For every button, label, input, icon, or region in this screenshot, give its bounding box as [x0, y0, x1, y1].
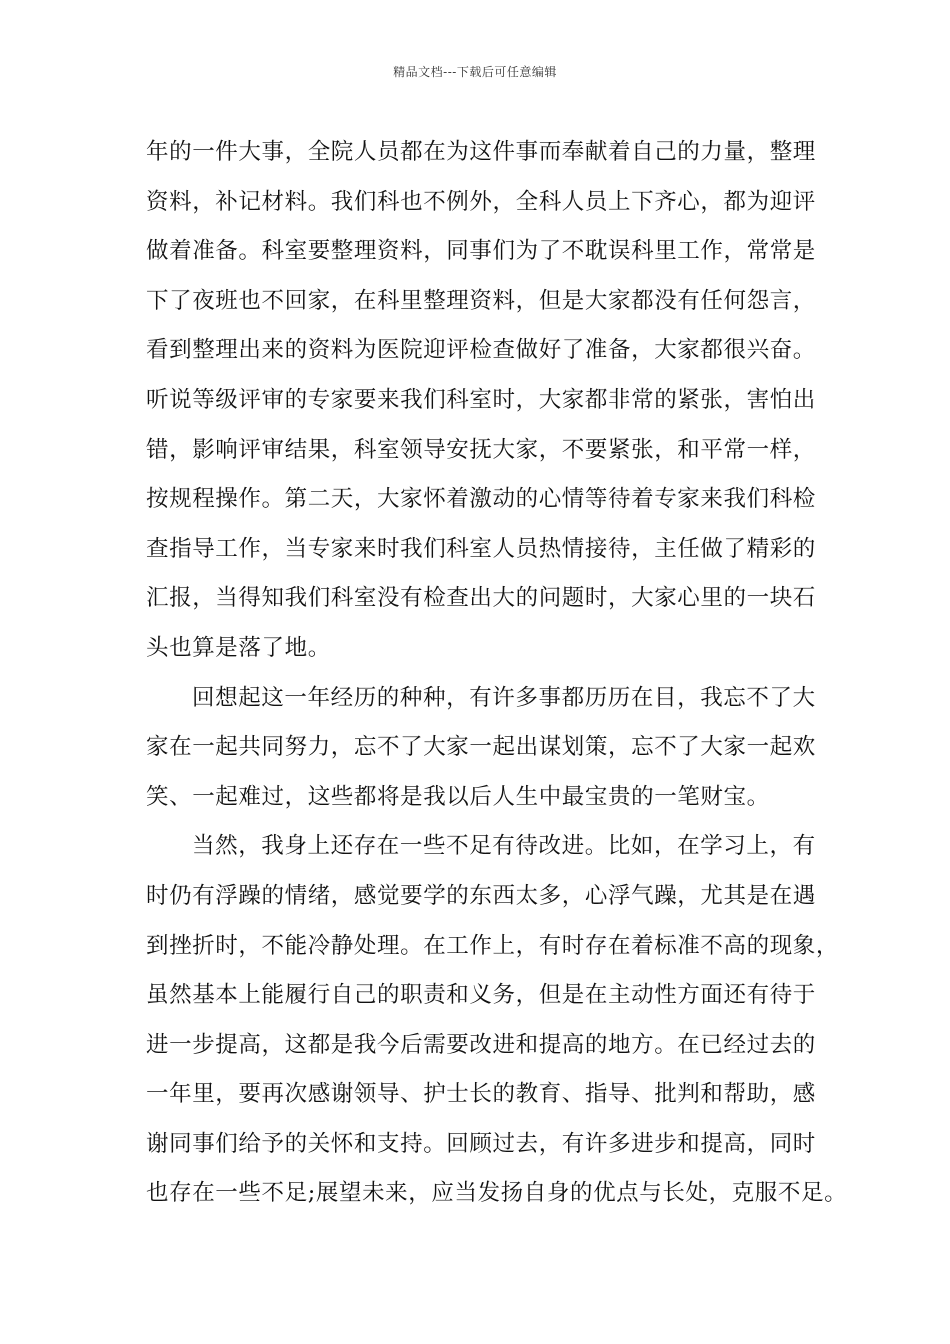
text-line: 一年里，要再次感谢领导、护士长的教育、指导、批判和帮助，感	[146, 1081, 816, 1108]
text-line: 到挫折时，不能冷静处理。在工作上，有时存在着标准不高的现象，	[146, 932, 840, 959]
page-header: 精品文档---下载后可任意编辑	[393, 65, 557, 79]
text-line: 虽然基本上能履行自己的职责和义务，但是在主动性方面还有待于	[146, 982, 816, 1009]
text-line: 做着准备。科室要整理资料，同事们为了不耽误科里工作，常常是	[146, 238, 816, 265]
text-line: 听说等级评审的专家要来我们科室时，大家都非常的紧张，害怕出	[146, 386, 816, 413]
text-line: 谢同事们给予的关怀和支持。回顾过去，有许多进步和提高，同时	[146, 1130, 816, 1157]
text-line: 家在一起共同努力，忘不了大家一起出谋划策，忘不了大家一起欢	[146, 734, 816, 761]
paragraph-start-line: 回想起这一年经历的种种，有许多事都历历在目，我忘不了大	[192, 684, 816, 711]
text-line: 进一步提高，这都是我今后需要改进和提高的地方。在已经过去的	[146, 1031, 816, 1058]
text-line: 查指导工作，当专家来时我们科室人员热情接待，主任做了精彩的	[146, 535, 816, 562]
text-line: 汇报，当得知我们科室没有检查出大的问题时，大家心里的一块石	[146, 585, 816, 612]
text-line: 下了夜班也不回家，在科里整理资料，但是大家都没有任何怨言，	[146, 287, 816, 314]
text-line: 也存在一些不足;展望未来，应当发扬自身的优点与长处，克服不足。	[146, 1180, 848, 1207]
text-line: 资料，补记材料。我们科也不例外，全科人员上下齐心，都为迎评	[146, 188, 816, 215]
text-line: 时仍有浮躁的情绪，感觉要学的东西太多，心浮气躁，尤其是在遇	[146, 882, 816, 909]
text-line: 错，影响评审结果，科室领导安抚大家，不要紧张，和平常一样，	[146, 436, 816, 463]
text-line: 头也算是落了地。	[146, 634, 331, 661]
body-text	[146, 128, 848, 1219]
text-line: 笑、一起难过，这些都将是我以后人生中最宝贵的一笔财宝。	[146, 783, 770, 810]
text-line: 按规程操作。第二天，大家怀着激动的心情等待着专家来我们科检	[146, 486, 816, 513]
text-line: 看到整理出来的资料为医院迎评检查做好了准备，大家都很兴奋。	[146, 337, 816, 364]
paragraph-start-line: 当然，我身上还存在一些不足有待改进。比如，在学习上，有	[192, 833, 816, 860]
text-line: 年的一件大事，全院人员都在为这件事而奉献着自己的力量，整理	[146, 139, 816, 165]
